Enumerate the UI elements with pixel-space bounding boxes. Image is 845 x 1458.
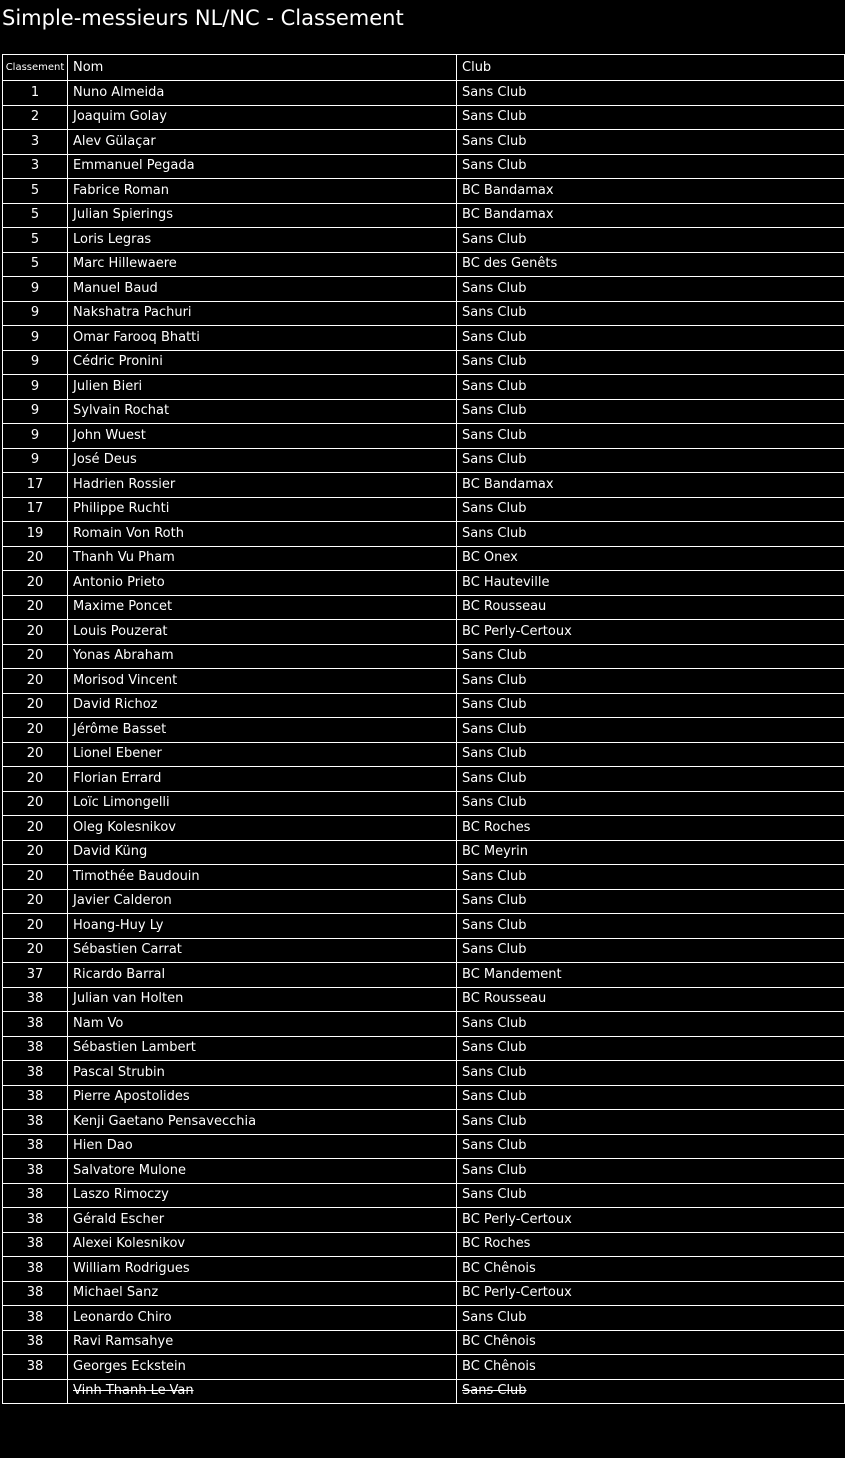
player-name-cell: Vinh Thanh Le-Van (68, 1379, 457, 1404)
rank-cell: 38 (3, 1330, 68, 1355)
club-cell: Sans Club (457, 350, 845, 375)
rank-cell: 38 (3, 1355, 68, 1380)
player-name-cell: Hien Dao (68, 1134, 457, 1159)
table-row (3, 375, 845, 400)
table-row (3, 816, 845, 841)
player-name-cell: José Deus (68, 448, 457, 473)
club-cell: Sans Club (457, 1036, 845, 1061)
club-cell: Sans Club (457, 1061, 845, 1086)
rank-cell: 9 (3, 301, 68, 326)
club-cell: Sans Club (457, 644, 845, 669)
table-row (3, 399, 845, 424)
club-cell: Sans Club (457, 301, 845, 326)
player-name-cell: Joaquim Golay (68, 105, 457, 130)
table-row (3, 889, 845, 914)
rank-cell (3, 1379, 68, 1404)
table-row (3, 1306, 845, 1331)
player-name-cell: Salvatore Mulone (68, 1159, 457, 1184)
column-header-rank[interactable]: Classement (3, 55, 68, 81)
table-row (3, 1379, 845, 1404)
player-name-cell: Laszo Rimoczy (68, 1183, 457, 1208)
player-name-cell: Morisod Vincent (68, 669, 457, 694)
club-cell: BC Chênois (457, 1257, 845, 1282)
table-row (3, 865, 845, 890)
player-name-cell: Oleg Kolesnikov (68, 816, 457, 841)
rank-cell: 1 (3, 81, 68, 106)
player-name-cell: Emmanuel Pegada (68, 154, 457, 179)
player-name-cell: Julien Bieri (68, 375, 457, 400)
table-row (3, 987, 845, 1012)
club-cell: Sans Club (457, 693, 845, 718)
table-row (3, 1257, 845, 1282)
rank-cell: 20 (3, 595, 68, 620)
table-row (3, 1159, 845, 1184)
club-cell: Sans Club (457, 81, 845, 106)
club-cell: Sans Club (457, 497, 845, 522)
player-name-cell: Louis Pouzerat (68, 620, 457, 645)
player-name-cell: Nam Vo (68, 1012, 457, 1037)
rank-cell: 38 (3, 987, 68, 1012)
rank-cell: 3 (3, 154, 68, 179)
player-name-cell: Nakshatra Pachuri (68, 301, 457, 326)
rank-cell: 38 (3, 1208, 68, 1233)
club-cell: BC Mandement (457, 963, 845, 988)
club-cell: Sans Club (457, 1306, 845, 1331)
player-name-cell: Alexei Kolesnikov (68, 1232, 457, 1257)
club-cell: Sans Club (457, 228, 845, 253)
rank-cell: 5 (3, 179, 68, 204)
club-cell: BC Rousseau (457, 987, 845, 1012)
rank-cell: 20 (3, 742, 68, 767)
club-cell: BC Perly-Certoux (457, 1281, 845, 1306)
rank-cell: 38 (3, 1061, 68, 1086)
club-cell: BC Bandamax (457, 473, 845, 498)
table-row (3, 1012, 845, 1037)
header-row (3, 55, 845, 81)
table-row (3, 1355, 845, 1380)
club-cell: Sans Club (457, 277, 845, 302)
player-name-cell: Florian Errard (68, 767, 457, 792)
table-row (3, 522, 845, 547)
player-name-cell: Ravi Ramsahye (68, 1330, 457, 1355)
club-cell: BC Bandamax (457, 179, 845, 204)
player-name-cell: Manuel Baud (68, 277, 457, 302)
player-name-cell: Philippe Ruchti (68, 497, 457, 522)
ranking-table (2, 54, 845, 1404)
rank-cell: 20 (3, 767, 68, 792)
player-name-cell: David Küng (68, 840, 457, 865)
player-name-cell: Marc Hillewaere (68, 252, 457, 277)
rank-cell: 38 (3, 1306, 68, 1331)
rank-cell: 20 (3, 791, 68, 816)
table-row (3, 644, 845, 669)
player-name-cell: Fabrice Roman (68, 179, 457, 204)
player-name-cell: Sébastien Lambert (68, 1036, 457, 1061)
rank-cell: 2 (3, 105, 68, 130)
table-row (3, 914, 845, 939)
player-name-cell: Thanh Vu Pham (68, 546, 457, 571)
player-name-cell: Pierre Apostolides (68, 1085, 457, 1110)
player-name-cell: Kenji Gaetano Pensavecchia (68, 1110, 457, 1135)
table-row (3, 1183, 845, 1208)
rank-cell: 5 (3, 252, 68, 277)
player-name-cell: Gérald Escher (68, 1208, 457, 1233)
table-row (3, 497, 845, 522)
rank-cell: 9 (3, 277, 68, 302)
rank-cell: 9 (3, 448, 68, 473)
table-row (3, 326, 845, 351)
club-cell: Sans Club (457, 889, 845, 914)
rank-cell: 20 (3, 889, 68, 914)
player-name-cell: Lionel Ebener (68, 742, 457, 767)
table-row (3, 203, 845, 228)
rank-cell: 9 (3, 326, 68, 351)
player-name-cell: Yonas Abraham (68, 644, 457, 669)
rank-cell: 38 (3, 1036, 68, 1061)
table-row (3, 742, 845, 767)
ranking-table-body (3, 81, 845, 1404)
table-row (3, 1085, 845, 1110)
club-cell: BC Roches (457, 816, 845, 841)
table-row (3, 1134, 845, 1159)
player-name-cell: John Wuest (68, 424, 457, 449)
table-row (3, 1232, 845, 1257)
club-cell: BC Perly-Certoux (457, 620, 845, 645)
club-cell: Sans Club (457, 424, 845, 449)
player-name-cell: Jérôme Basset (68, 718, 457, 743)
rank-cell: 9 (3, 350, 68, 375)
table-row (3, 669, 845, 694)
club-cell: BC Perly-Certoux (457, 1208, 845, 1233)
player-name-cell: Alev Gülaçar (68, 130, 457, 155)
club-cell: Sans Club (457, 1183, 845, 1208)
table-row (3, 277, 845, 302)
club-cell: Sans Club (457, 130, 845, 155)
table-row (3, 154, 845, 179)
table-row (3, 938, 845, 963)
table-row (3, 448, 845, 473)
club-cell: Sans Club (457, 105, 845, 130)
table-row (3, 840, 845, 865)
player-name-cell: Hadrien Rossier (68, 473, 457, 498)
table-row (3, 350, 845, 375)
table-row (3, 130, 845, 155)
rank-cell: 17 (3, 473, 68, 498)
table-row (3, 767, 845, 792)
table-row (3, 546, 845, 571)
club-cell: Sans Club (457, 1110, 845, 1135)
rank-cell: 20 (3, 571, 68, 596)
club-cell: Sans Club (457, 718, 845, 743)
club-cell: Sans Club (457, 865, 845, 890)
table-row (3, 963, 845, 988)
rank-cell: 5 (3, 228, 68, 253)
player-name-cell: Antonio Prieto (68, 571, 457, 596)
club-cell: Sans Club (457, 669, 845, 694)
table-row (3, 179, 845, 204)
table-row (3, 252, 845, 277)
club-cell: Sans Club (457, 791, 845, 816)
club-cell: Sans Club (457, 375, 845, 400)
club-cell: BC Hauteville (457, 571, 845, 596)
table-row (3, 424, 845, 449)
table-row (3, 571, 845, 596)
table-row (3, 595, 845, 620)
player-name-cell: Maxime Poncet (68, 595, 457, 620)
club-cell: Sans Club (457, 154, 845, 179)
table-row (3, 1110, 845, 1135)
club-cell: Sans Club (457, 522, 845, 547)
rank-cell: 20 (3, 865, 68, 890)
club-cell: BC Roches (457, 1232, 845, 1257)
table-row (3, 473, 845, 498)
rank-cell: 9 (3, 399, 68, 424)
player-name-cell: Sylvain Rochat (68, 399, 457, 424)
club-cell: Sans Club (457, 767, 845, 792)
player-name-cell: Georges Eckstein (68, 1355, 457, 1380)
club-cell: BC Chênois (457, 1330, 845, 1355)
rank-cell: 38 (3, 1281, 68, 1306)
player-name-cell: Nuno Almeida (68, 81, 457, 106)
player-name-cell: Ricardo Barral (68, 963, 457, 988)
player-name-cell: Julian Spierings (68, 203, 457, 228)
table-row (3, 693, 845, 718)
club-cell: BC Bandamax (457, 203, 845, 228)
club-cell: Sans Club (457, 914, 845, 939)
table-row (3, 81, 845, 106)
club-cell: Sans Club (457, 742, 845, 767)
club-cell: Sans Club (457, 448, 845, 473)
rank-cell: 17 (3, 497, 68, 522)
table-row (3, 620, 845, 645)
player-name-cell: Romain Von Roth (68, 522, 457, 547)
rank-cell: 20 (3, 718, 68, 743)
table-row (3, 791, 845, 816)
player-name-cell: Omar Farooq Bhatti (68, 326, 457, 351)
club-cell: BC Chênois (457, 1355, 845, 1380)
club-cell: BC Meyrin (457, 840, 845, 865)
club-cell: Sans Club (457, 1012, 845, 1037)
table-row (3, 1208, 845, 1233)
player-name-cell: Hoang-Huy Ly (68, 914, 457, 939)
player-name-cell: Cédric Pronini (68, 350, 457, 375)
table-row (3, 1281, 845, 1306)
rank-cell: 38 (3, 1134, 68, 1159)
club-cell: Sans Club (457, 1379, 845, 1404)
rank-cell: 38 (3, 1085, 68, 1110)
table-row (3, 1061, 845, 1086)
player-name-cell: Michael Sanz (68, 1281, 457, 1306)
club-cell: BC Onex (457, 546, 845, 571)
player-name-cell: Javier Calderon (68, 889, 457, 914)
player-name-cell: Loïc Limongelli (68, 791, 457, 816)
rank-cell: 20 (3, 644, 68, 669)
rank-cell: 38 (3, 1183, 68, 1208)
rank-cell: 20 (3, 669, 68, 694)
column-header-club[interactable]: Club (457, 55, 845, 81)
club-cell: Sans Club (457, 1134, 845, 1159)
player-name-cell: William Rodrigues (68, 1257, 457, 1282)
rank-cell: 20 (3, 914, 68, 939)
rank-cell: 20 (3, 816, 68, 841)
rank-cell: 5 (3, 203, 68, 228)
rank-cell: 38 (3, 1232, 68, 1257)
table-row (3, 105, 845, 130)
rank-cell: 38 (3, 1257, 68, 1282)
table-row (3, 1330, 845, 1355)
club-cell: Sans Club (457, 938, 845, 963)
rank-cell: 9 (3, 375, 68, 400)
player-name-cell: David Richoz (68, 693, 457, 718)
player-name-cell: Loris Legras (68, 228, 457, 253)
player-name-cell: Julian van Holten (68, 987, 457, 1012)
club-cell: BC Rousseau (457, 595, 845, 620)
rank-cell: 20 (3, 693, 68, 718)
player-name-cell: Pascal Strubin (68, 1061, 457, 1086)
rank-cell: 38 (3, 1110, 68, 1135)
rank-cell: 20 (3, 840, 68, 865)
table-row (3, 718, 845, 743)
table-row (3, 1036, 845, 1061)
rank-cell: 20 (3, 620, 68, 645)
rank-cell: 3 (3, 130, 68, 155)
ranking-table-header (3, 55, 845, 81)
table-row (3, 228, 845, 253)
rank-cell: 19 (3, 522, 68, 547)
player-name-cell: Sébastien Carrat (68, 938, 457, 963)
club-cell: Sans Club (457, 1085, 845, 1110)
rank-cell: 20 (3, 938, 68, 963)
rank-cell: 38 (3, 1012, 68, 1037)
player-name-cell: Leonardo Chiro (68, 1306, 457, 1331)
page-title: Simple-messieurs NL/NC - Classement (2, 6, 404, 30)
club-cell: Sans Club (457, 326, 845, 351)
table-row (3, 301, 845, 326)
club-cell: Sans Club (457, 1159, 845, 1184)
rank-cell: 9 (3, 424, 68, 449)
rank-cell: 20 (3, 546, 68, 571)
column-header-name[interactable]: Nom (68, 55, 457, 81)
club-cell: Sans Club (457, 399, 845, 424)
rank-cell: 37 (3, 963, 68, 988)
club-cell: BC des Genêts (457, 252, 845, 277)
rank-cell: 38 (3, 1159, 68, 1184)
player-name-cell: Timothée Baudouin (68, 865, 457, 890)
